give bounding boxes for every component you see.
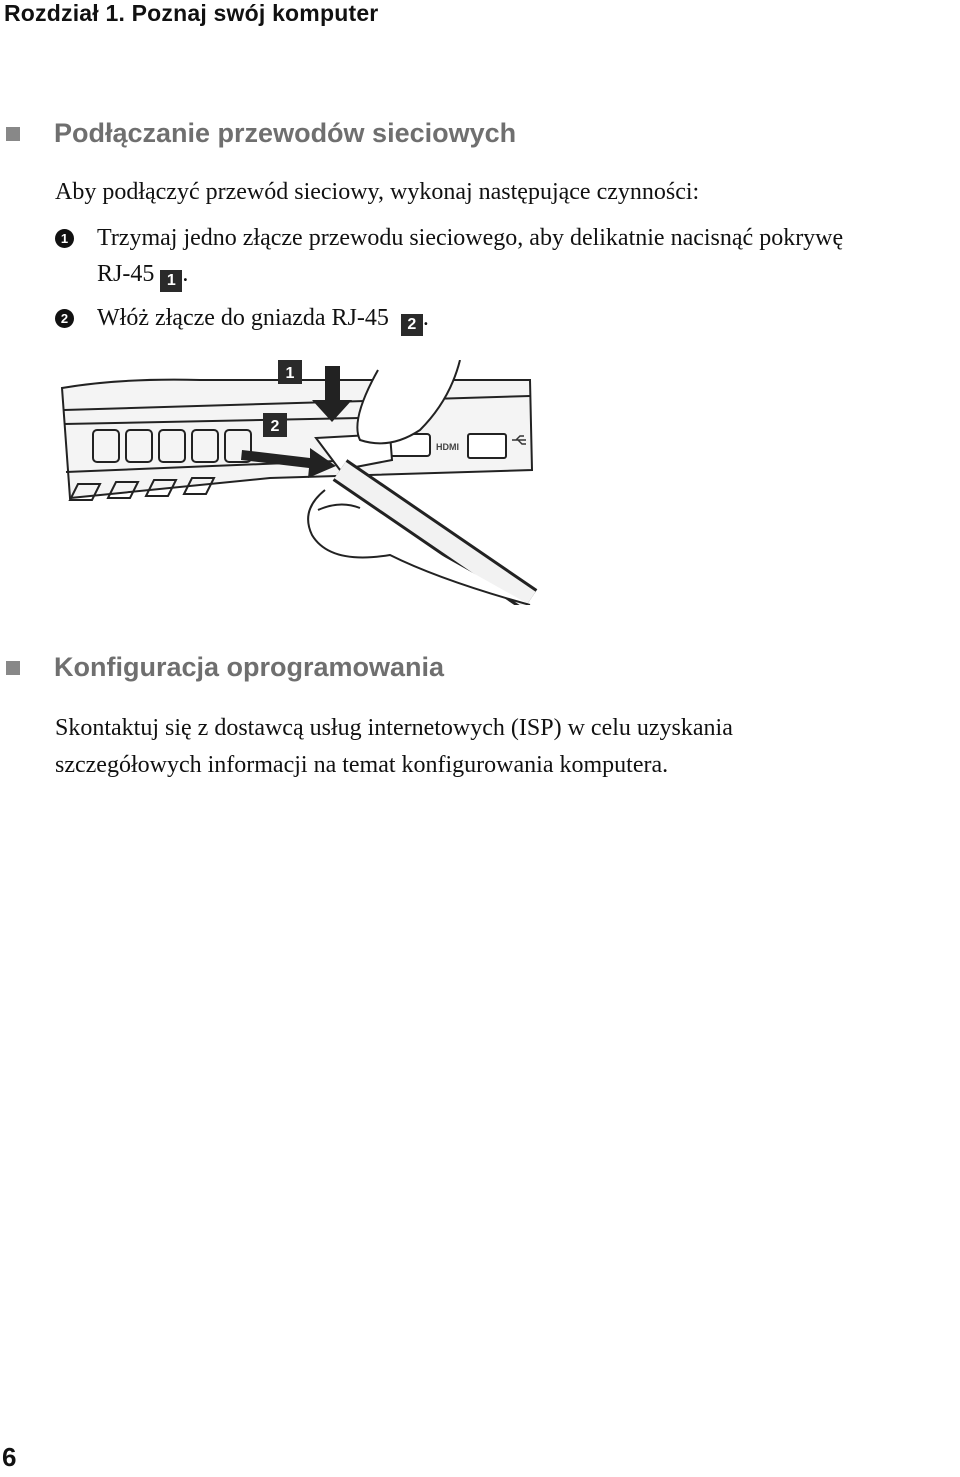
chapter-title: Rozdział 1. Poznaj swój komputer — [4, 0, 379, 26]
body-line-1: Skontaktuj się z dostawcą usług internetowych (ISP) w celu uzyskania — [55, 715, 733, 741]
section-title: Konfiguracja oprogramowania — [54, 652, 445, 682]
step-2-text — [97, 300, 429, 336]
page-number: 6 — [2, 1442, 17, 1472]
section-title: Podłączanie przewodów sieciowych — [54, 118, 517, 148]
step-2-line: Włóż złącze do gniazda RJ-45 — [97, 305, 389, 331]
section-heading-network — [6, 118, 516, 149]
body-line-2: szczegółowych informacji na temat konfigurowania komputera. — [55, 752, 669, 778]
step-1-line2: RJ-45 — [97, 261, 155, 287]
square-bullet-icon — [6, 127, 20, 141]
callout-label-1: 1 — [160, 270, 182, 292]
square-bullet-icon — [6, 661, 20, 675]
step-number: 1 — [55, 229, 74, 248]
step-number: 2 — [55, 309, 74, 328]
step-1-end: . — [182, 261, 189, 287]
section-heading-software — [6, 652, 444, 683]
hdmi-label: HDMI — [436, 442, 459, 452]
callout-2-text: 2 — [270, 418, 280, 435]
step-1-text: Trzymaj jedno złącze przewodu sieciowego, aby delikatnie nacisnąć pokrywę — [97, 225, 844, 251]
step-1-continuation — [97, 256, 188, 292]
step-2-end: . — [422, 305, 429, 331]
intro-paragraph: Aby podłączyć przewód sieciowy, wykonaj następujące czynności: — [55, 179, 700, 205]
rj45-illustration — [60, 360, 540, 605]
callout-1-text: 1 — [285, 365, 295, 382]
callout-label-2: 2 — [401, 314, 423, 336]
